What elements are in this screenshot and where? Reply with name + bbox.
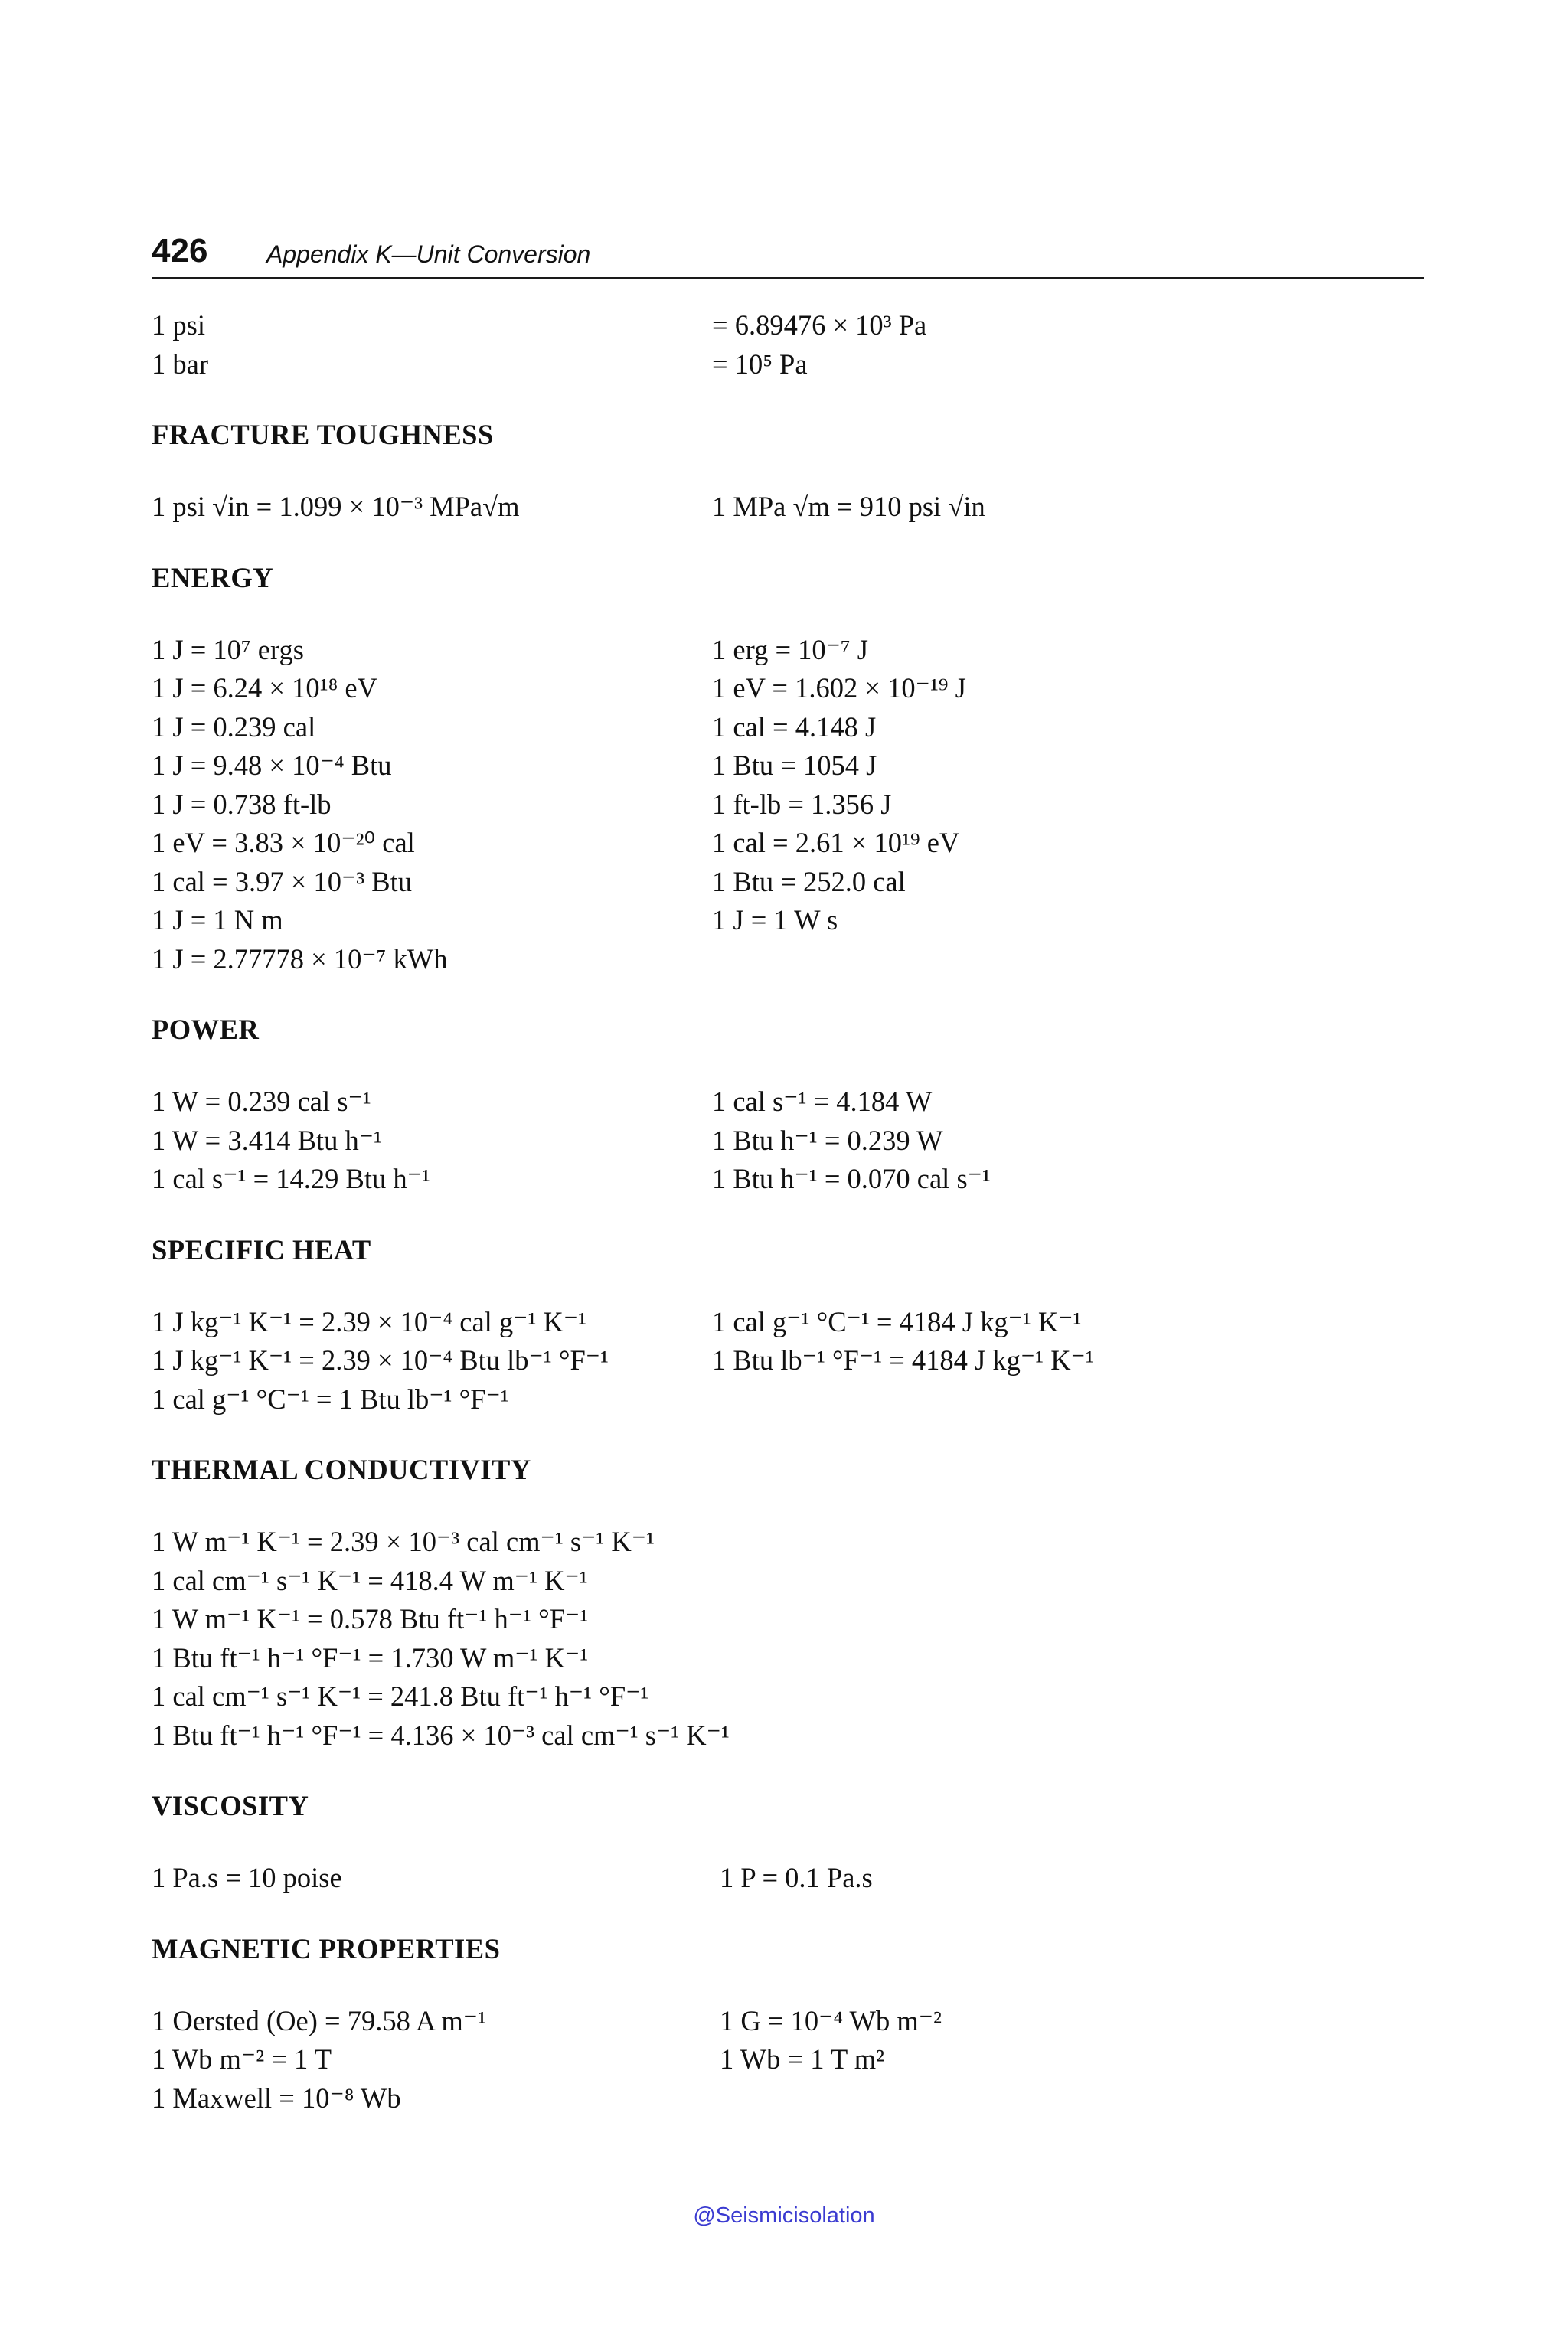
conversion-row <box>152 1160 1424 1199</box>
conversion-row <box>152 1122 1424 1161</box>
conversion-row <box>152 345 1424 384</box>
conversion-left: 1 Btu ft⁻¹ h⁻¹ °F⁻¹ = 1.730 W m⁻¹ K⁻¹ <box>152 1641 589 1674</box>
section-heading: FRACTURE TOUGHNESS <box>152 419 494 450</box>
conversion-row <box>152 488 1424 527</box>
conversion-row <box>152 708 1424 747</box>
conversion-left: 1 bar <box>152 348 208 380</box>
conversion-row <box>152 1859 1424 1898</box>
conversion-left: 1 cal s⁻¹ = 14.29 Btu h⁻¹ <box>152 1163 430 1194</box>
conversion-right: 1 cal s⁻¹ = 4.184 W <box>712 1086 933 1117</box>
conversion-left: 1 W = 3.414 Btu h⁻¹ <box>152 1124 382 1156</box>
conversion-row <box>152 824 1424 863</box>
conversion-left: 1 J = 10⁷ ergs <box>152 633 304 665</box>
conversion-row <box>152 1083 1424 1122</box>
conversion-left: 1 J = 1 N m <box>152 904 283 936</box>
conversion-right: 1 MPa √m = 910 psi √in <box>712 491 985 522</box>
conversion-right: 1 Wb = 1 T m² <box>720 2043 885 2075</box>
conversion-right: 1 eV = 1.602 × 10⁻¹⁹ J <box>712 672 966 704</box>
conversion-row <box>152 2079 1424 2118</box>
conversion-right: 1 Btu lb⁻¹ °F⁻¹ = 4184 J kg⁻¹ K⁻¹ <box>712 1344 1094 1376</box>
conversion-row <box>152 785 1424 825</box>
conversion-left: 1 Btu ft⁻¹ h⁻¹ °F⁻¹ = 4.136 × 10⁻³ cal cm⁻¹ s⁻¹ K⁻¹ <box>152 1719 730 1751</box>
conversion-row <box>152 2040 1424 2079</box>
conversion-row <box>152 669 1424 708</box>
conversion-content <box>152 306 1424 2118</box>
conversion-right: 1 Btu = 252.0 cal <box>712 865 906 897</box>
conversion-row <box>152 1303 1424 1342</box>
section-heading: POWER <box>152 1014 260 1045</box>
conversion-row <box>152 1677 1424 1716</box>
conversion-row <box>152 1341 1424 1380</box>
conversion-right: 1 P = 0.1 Pa.s <box>720 1862 873 1893</box>
page-header <box>152 231 1424 279</box>
conversion-left: 1 cal cm⁻¹ s⁻¹ K⁻¹ = 418.4 W m⁻¹ K⁻¹ <box>152 1564 588 1596</box>
conversion-row <box>152 1639 1424 1678</box>
conversion-right: 1 cal g⁻¹ °C⁻¹ = 4184 J kg⁻¹ K⁻¹ <box>712 1305 1082 1337</box>
conversion-right: = 6.89476 × 10³ Pa <box>712 309 927 341</box>
conversion-row <box>152 2002 1424 2041</box>
conversion-row <box>152 1523 1424 1562</box>
watermark: @Seismicisolation <box>693 2203 875 2228</box>
conversion-row <box>152 1380 1424 1419</box>
conversion-left: 1 cal g⁻¹ °C⁻¹ = 1 Btu lb⁻¹ °F⁻¹ <box>152 1383 509 1415</box>
section-heading: ENERGY <box>152 561 274 593</box>
running-title: Appendix K—Unit Conversion <box>266 240 591 268</box>
conversion-row <box>152 746 1424 785</box>
conversion-left: 1 J = 9.48 × 10⁻⁴ Btu <box>152 749 392 781</box>
conversion-row <box>152 901 1424 940</box>
conversion-left: 1 W = 0.239 cal s⁻¹ <box>152 1086 371 1117</box>
conversion-row <box>152 863 1424 902</box>
conversion-left: 1 psi √in = 1.099 × 10⁻³ MPa√m <box>152 491 520 522</box>
conversion-right: = 10⁵ Pa <box>712 348 808 380</box>
conversion-right: 1 cal = 2.61 × 10¹⁹ eV <box>712 827 960 858</box>
conversion-row <box>152 306 1424 345</box>
conversion-row <box>152 1600 1424 1639</box>
section-heading: THERMAL CONDUCTIVITY <box>152 1454 531 1485</box>
conversion-row <box>152 631 1424 670</box>
conversion-left: 1 cal cm⁻¹ s⁻¹ K⁻¹ = 241.8 Btu ft⁻¹ h⁻¹ °F⁻¹ <box>152 1680 649 1712</box>
section-heading: VISCOSITY <box>152 1790 309 1821</box>
conversion-left: 1 J = 6.24 × 10¹⁸ eV <box>152 672 377 704</box>
conversion-right: 1 Btu h⁻¹ = 0.239 W <box>712 1124 943 1156</box>
conversion-right: 1 erg = 10⁻⁷ J <box>712 633 868 665</box>
conversion-left: 1 Pa.s = 10 poise <box>152 1862 342 1893</box>
conversion-left: 1 J kg⁻¹ K⁻¹ = 2.39 × 10⁻⁴ cal g⁻¹ K⁻¹ <box>152 1305 587 1337</box>
page-number: 426 <box>152 232 208 269</box>
conversion-left: 1 eV = 3.83 × 10⁻²⁰ cal <box>152 827 415 858</box>
conversion-left: 1 Oersted (Oe) = 79.58 A m⁻¹ <box>152 2004 487 2036</box>
conversion-left: 1 W m⁻¹ K⁻¹ = 0.578 Btu ft⁻¹ h⁻¹ °F⁻¹ <box>152 1603 589 1634</box>
conversion-left: 1 Maxwell = 10⁻⁸ Wb <box>152 2082 401 2114</box>
conversion-left: 1 psi <box>152 309 205 341</box>
conversion-row <box>152 1562 1424 1601</box>
conversion-left: 1 W m⁻¹ K⁻¹ = 2.39 × 10⁻³ cal cm⁻¹ s⁻¹ K⁻¹ <box>152 1526 655 1557</box>
conversion-right: 1 Btu h⁻¹ = 0.070 cal s⁻¹ <box>712 1163 991 1194</box>
conversion-right: 1 G = 10⁻⁴ Wb m⁻² <box>720 2004 942 2036</box>
conversion-left: 1 cal = 3.97 × 10⁻³ Btu <box>152 865 413 897</box>
conversion-left: 1 J kg⁻¹ K⁻¹ = 2.39 × 10⁻⁴ Btu lb⁻¹ °F⁻¹ <box>152 1344 609 1376</box>
conversion-right: 1 Btu = 1054 J <box>712 749 877 781</box>
conversion-row <box>152 1716 1424 1755</box>
conversion-left: 1 J = 0.239 cal <box>152 710 316 743</box>
section-heading: SPECIFIC HEAT <box>152 1233 371 1265</box>
conversion-left: 1 Wb m⁻² = 1 T <box>152 2043 332 2075</box>
conversion-right: 1 J = 1 W s <box>712 904 838 936</box>
section-heading: MAGNETIC PROPERTIES <box>152 1932 501 1964</box>
conversion-left: 1 J = 0.738 ft-lb <box>152 788 332 820</box>
conversion-row <box>152 940 1424 979</box>
conversion-right: 1 cal = 4.148 J <box>712 710 877 743</box>
conversion-right: 1 ft-lb = 1.356 J <box>712 788 892 820</box>
conversion-left: 1 J = 2.77778 × 10⁻⁷ kWh <box>152 942 448 975</box>
